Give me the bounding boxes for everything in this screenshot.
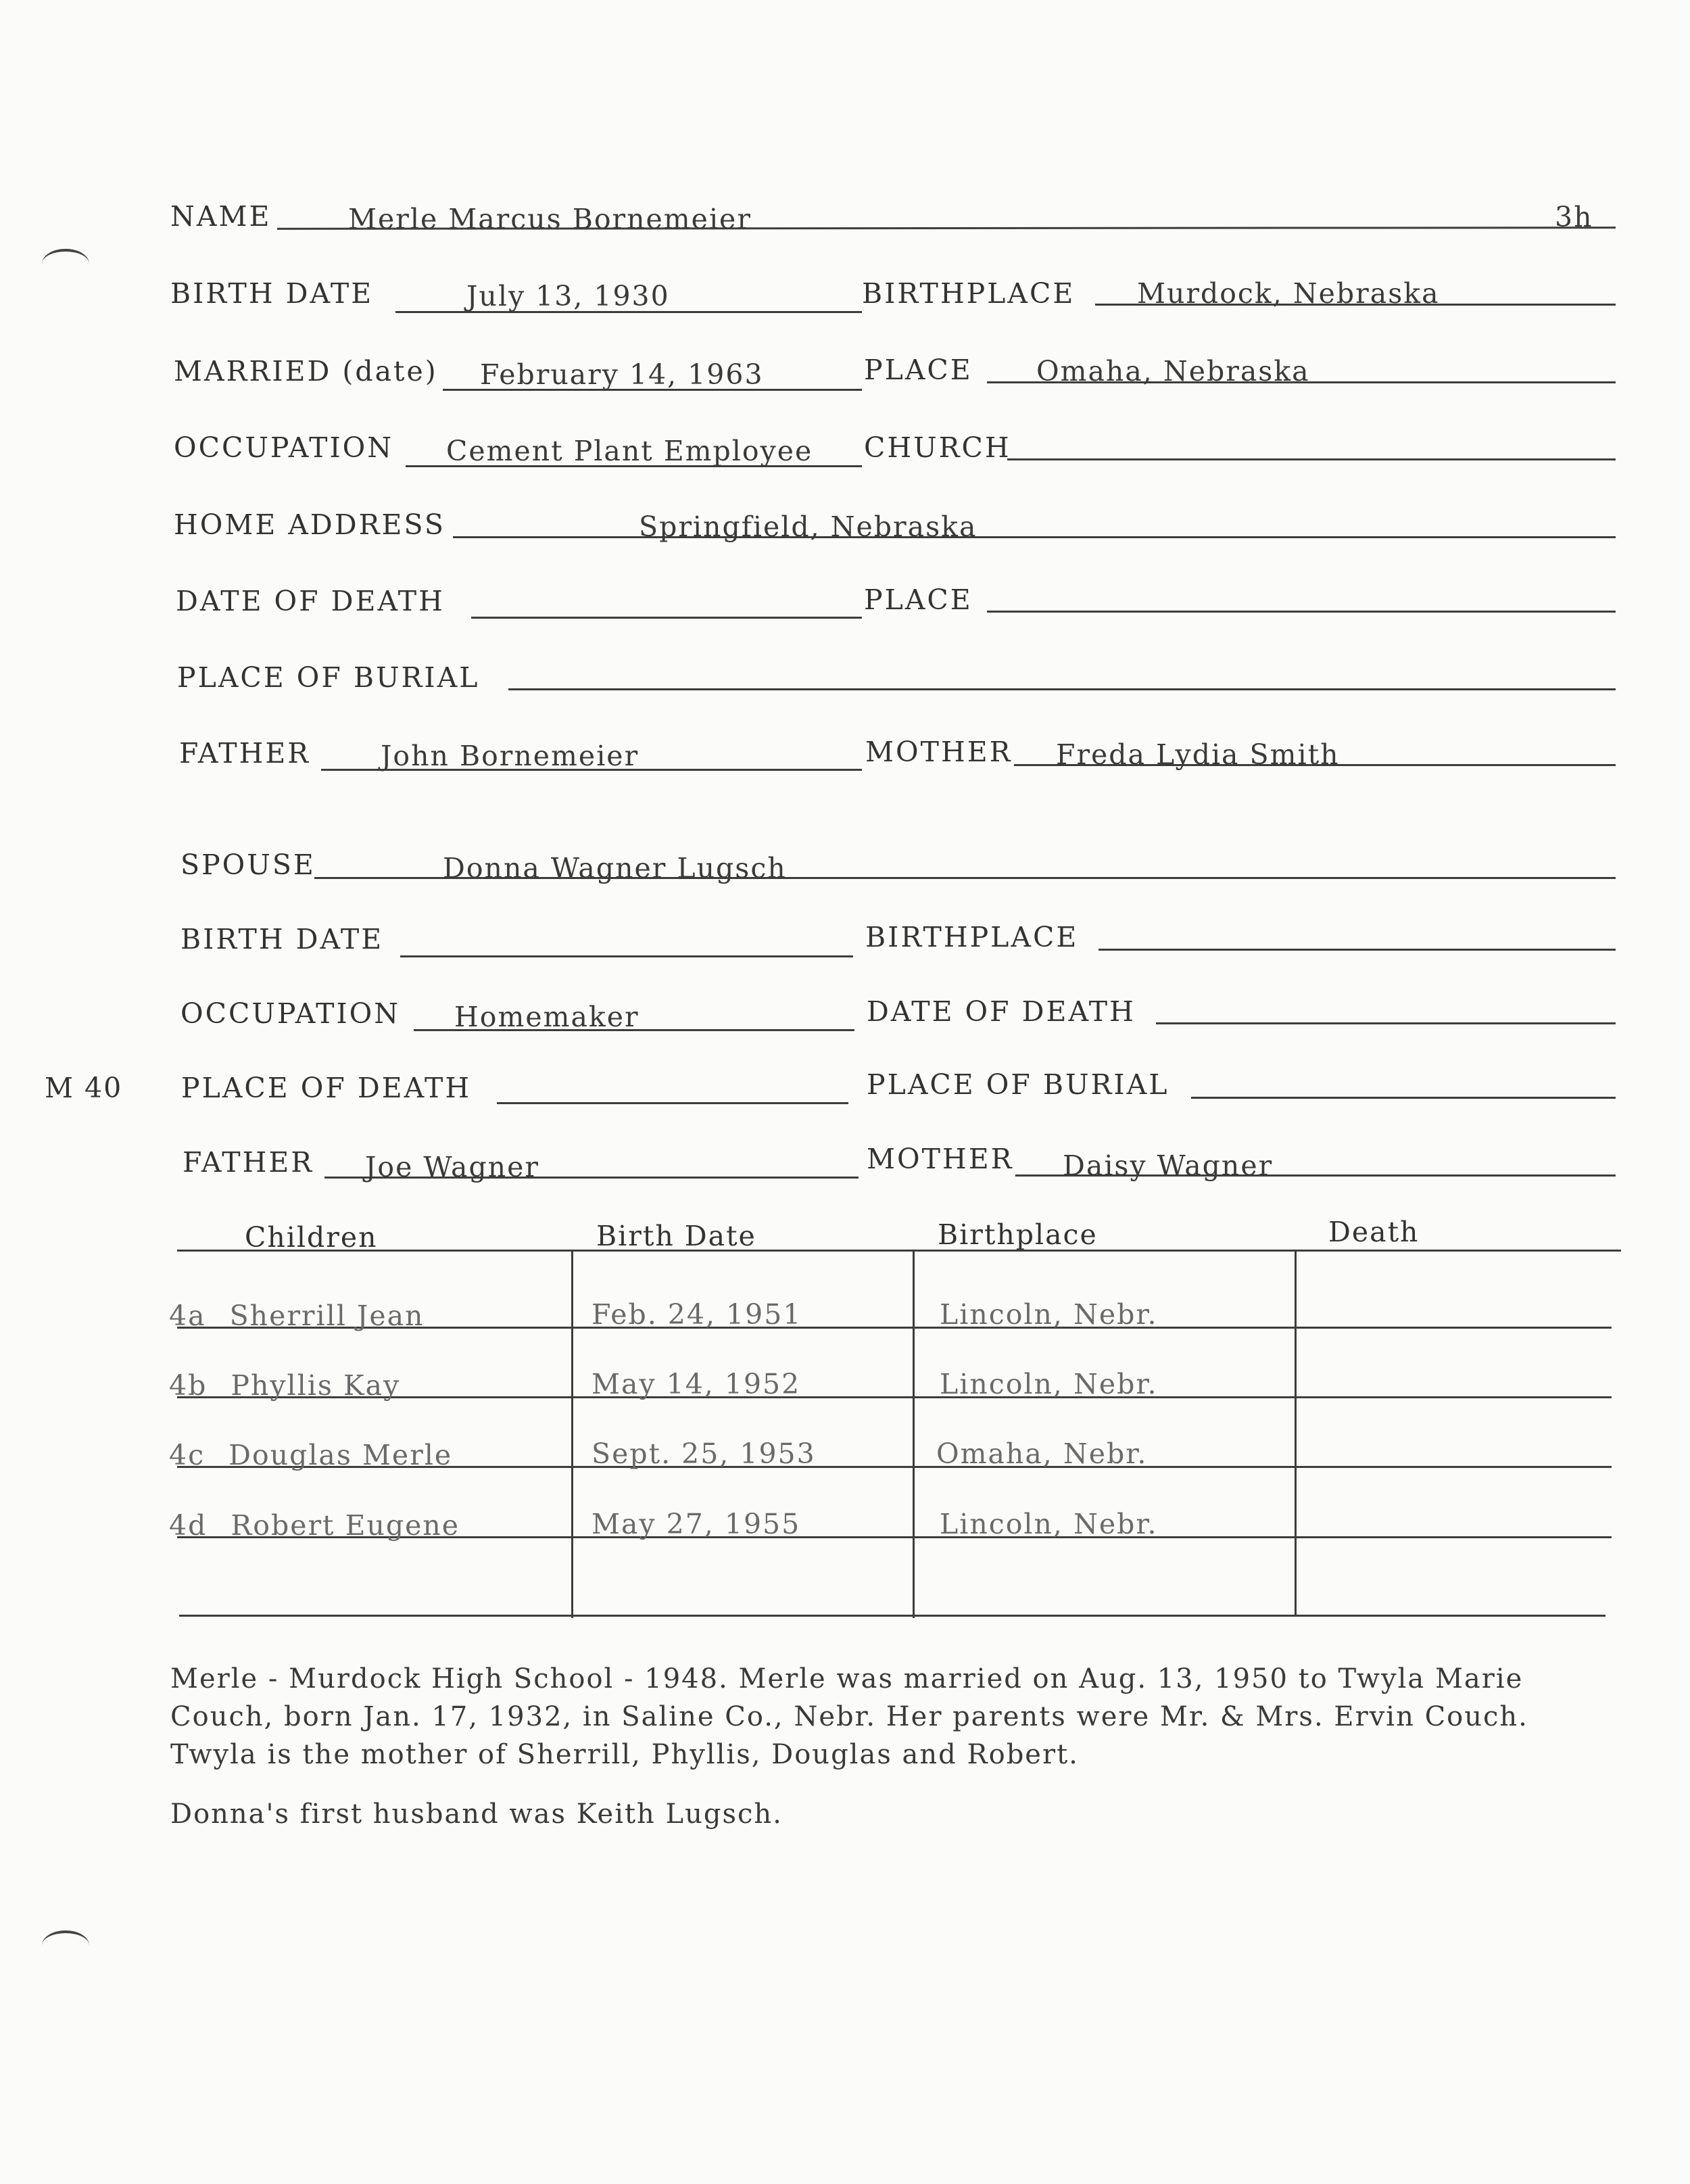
spouse-place-of-burial-line xyxy=(1191,1097,1616,1099)
table-col-divider-2 xyxy=(913,1250,915,1618)
child-name: Robert Eugene xyxy=(231,1509,460,1542)
spouse-value: Donna Wagner Lugsch xyxy=(443,852,787,884)
spouse-occupation-label: OCCUPATION xyxy=(180,997,401,1030)
child-id: 4c xyxy=(169,1439,206,1471)
child-birth-date: May 14, 1952 xyxy=(592,1368,801,1400)
father-label: FATHER xyxy=(179,737,311,769)
child-id: 4a xyxy=(169,1300,206,1332)
mother-value: Freda Lydia Smith xyxy=(1056,738,1340,771)
note-paragraph-2: Donna's first husband was Keith Lugsch. xyxy=(170,1799,783,1830)
spouse-date-of-death-label: DATE OF DEATH xyxy=(867,995,1136,1028)
spouse-birthplace-line xyxy=(1098,949,1616,951)
table-row xyxy=(169,1369,400,1402)
spouse-father-value: Joe Wagner xyxy=(365,1151,539,1183)
child-name: Sherrill Jean xyxy=(229,1300,425,1332)
married-place-label: PLACE xyxy=(864,354,973,386)
date-of-death-line xyxy=(471,617,862,619)
page-number: 3h xyxy=(1555,201,1593,233)
birthplace-label: BIRTHPLACE xyxy=(862,277,1076,310)
table-row xyxy=(169,1509,460,1542)
father-value: John Bornemeier xyxy=(381,740,639,772)
spouse-date-of-death-line xyxy=(1156,1022,1616,1024)
binder-hole-mark-top xyxy=(42,249,89,279)
child-id: 4d xyxy=(169,1509,208,1542)
child-birthplace: Lincoln, Nebr. xyxy=(940,1508,1158,1540)
spouse-occupation-value: Homemaker xyxy=(454,1001,639,1033)
birth-date-label: BIRTH DATE xyxy=(170,277,374,310)
name-label: NAME xyxy=(170,200,272,233)
death-place-label: PLACE xyxy=(864,584,973,616)
child-birthplace: Omaha, Nebr. xyxy=(936,1438,1148,1470)
place-of-burial-line xyxy=(508,688,1616,690)
table-col-divider-1 xyxy=(571,1250,573,1618)
mother-label: MOTHER xyxy=(865,736,1013,768)
death-place-line xyxy=(987,611,1616,613)
child-name: Phyllis Kay xyxy=(231,1369,401,1402)
child-birthplace: Lincoln, Nebr. xyxy=(940,1368,1158,1400)
note-paragraph-1: Merle - Murdock High School - 1948. Merle was married on Aug. 13, 1950 to Twyla Marie Couch, born Jan. 17, 1932, in Saline Co., Nebr. Her parents were Mr. & Mrs. Ervin Couch. Twyla is the mother of Sherrill, Phyllis, Douglas and Robert. xyxy=(170,1663,1528,1770)
birthplace-value: Murdock, Nebraska xyxy=(1137,277,1440,310)
home-address-line xyxy=(453,536,1616,538)
margin-note: M 40 xyxy=(45,1072,123,1104)
table-row xyxy=(169,1300,424,1332)
children-header: Children xyxy=(245,1221,378,1254)
spouse-mother-value: Daisy Wagner xyxy=(1063,1149,1274,1182)
spouse-place-of-death-label: PLACE OF DEATH xyxy=(181,1072,472,1104)
church-line xyxy=(1007,458,1616,460)
birth-date-header: Birth Date xyxy=(596,1220,756,1252)
home-address-value: Springfield, Nebraska xyxy=(639,511,977,543)
table-top-line xyxy=(177,1250,1621,1252)
spouse-mother-label: MOTHER xyxy=(867,1143,1014,1175)
spouse-birth-date-line xyxy=(400,955,853,957)
date-of-death-label: DATE OF DEATH xyxy=(176,585,445,617)
place-of-burial-label: PLACE OF BURIAL xyxy=(177,661,480,694)
spouse-birth-date-label: BIRTH DATE xyxy=(180,923,384,955)
table-col-divider-3 xyxy=(1295,1250,1297,1615)
occupation-label: OCCUPATION xyxy=(174,431,394,464)
child-birth-date: May 27, 1955 xyxy=(592,1508,801,1540)
child-name: Douglas Merle xyxy=(228,1439,453,1471)
child-birthplace: Lincoln, Nebr. xyxy=(940,1298,1158,1331)
spouse-father-label: FATHER xyxy=(183,1146,314,1179)
table-bottom-line xyxy=(179,1615,1606,1617)
child-birth-date: Sept. 25, 1953 xyxy=(592,1438,816,1470)
church-label: CHURCH xyxy=(864,431,1011,464)
binder-hole-mark-bottom xyxy=(42,1930,89,1960)
death-header: Death xyxy=(1328,1216,1420,1248)
spouse-birthplace-label: BIRTHPLACE xyxy=(865,921,1079,953)
married-label: MARRIED (date) xyxy=(174,355,438,387)
married-place-value: Omaha, Nebraska xyxy=(1036,355,1310,387)
spouse-place-of-death-line xyxy=(497,1102,848,1104)
birth-date-value: July 13, 1930 xyxy=(466,280,670,312)
birthplace-header: Birthplace xyxy=(938,1218,1098,1251)
married-date-value: February 14, 1963 xyxy=(480,358,764,391)
name-value: Merle Marcus Bornemeier xyxy=(348,203,752,235)
spouse-place-of-burial-label: PLACE OF BURIAL xyxy=(867,1068,1169,1101)
child-id: 4b xyxy=(169,1369,208,1402)
child-birth-date: Feb. 24, 1951 xyxy=(592,1298,802,1331)
table-row xyxy=(169,1439,452,1471)
spouse-label: SPOUSE xyxy=(180,849,316,881)
occupation-value: Cement Plant Employee xyxy=(446,435,813,467)
home-address-label: HOME ADDRESS xyxy=(174,508,445,541)
